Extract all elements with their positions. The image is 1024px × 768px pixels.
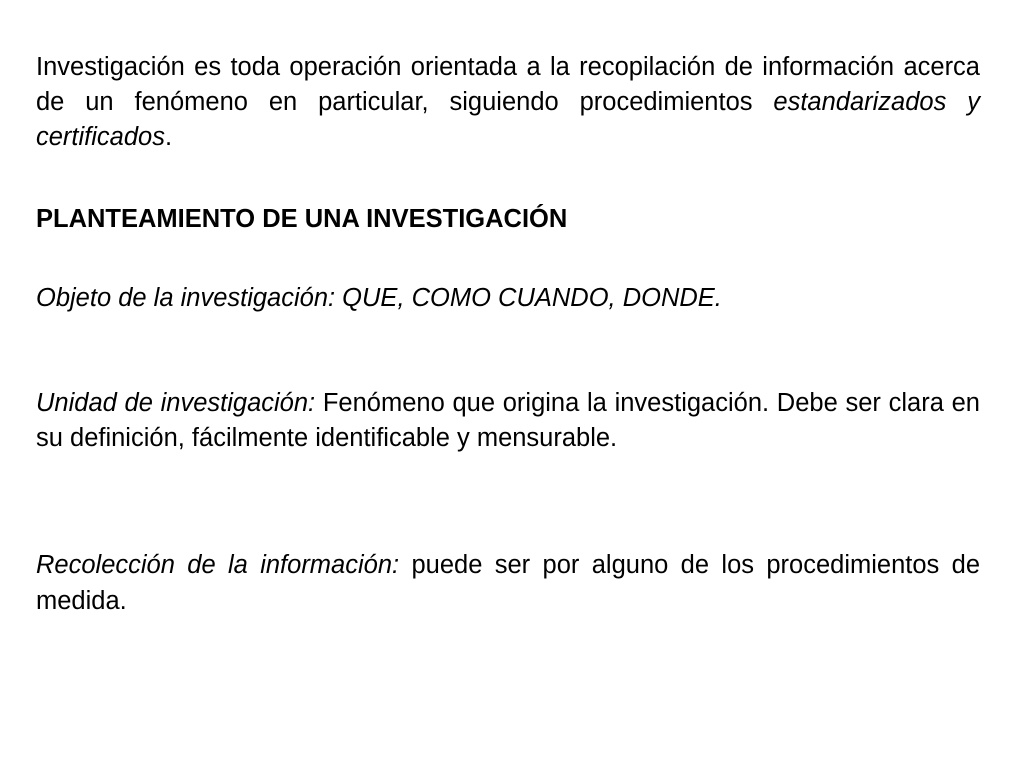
paragraph-unidad-tail: Fenómeno que origina la investigación. Debe ser clara en su definición, fácilmente identificable y mensurable.: [36, 388, 980, 453]
paragraph-recoleccion-emphasis: Recolección de la información:: [36, 551, 400, 580]
paragraph-recoleccion-informacion: [36, 548, 980, 618]
line-objeto-investigacion: Objeto de la investigación: QUE, COMO CUANDO, DONDE.: [36, 283, 722, 312]
paragraph-definicion: [36, 50, 980, 156]
section-heading-planteamiento: PLANTEAMIENTO DE UNA INVESTIGACIÓN: [36, 204, 568, 233]
paragraph-recoleccion-tail: puede ser por alguno de los procedimientos de medida.: [36, 551, 981, 615]
paragraph-unidad-emphasis: Unidad de investigación:: [36, 388, 316, 417]
paragraph-definicion-emphasis: estandarizados y certificados: [36, 88, 980, 152]
paragraph-definicion-lead: Investigación es toda operación orientada a la recopilación de información acerca de un fenómeno en particular, siguiendo procedimientos: [36, 53, 980, 117]
paragraph-unidad-investigacion: [36, 386, 980, 456]
paragraph-definicion-tail: .: [164, 123, 173, 152]
